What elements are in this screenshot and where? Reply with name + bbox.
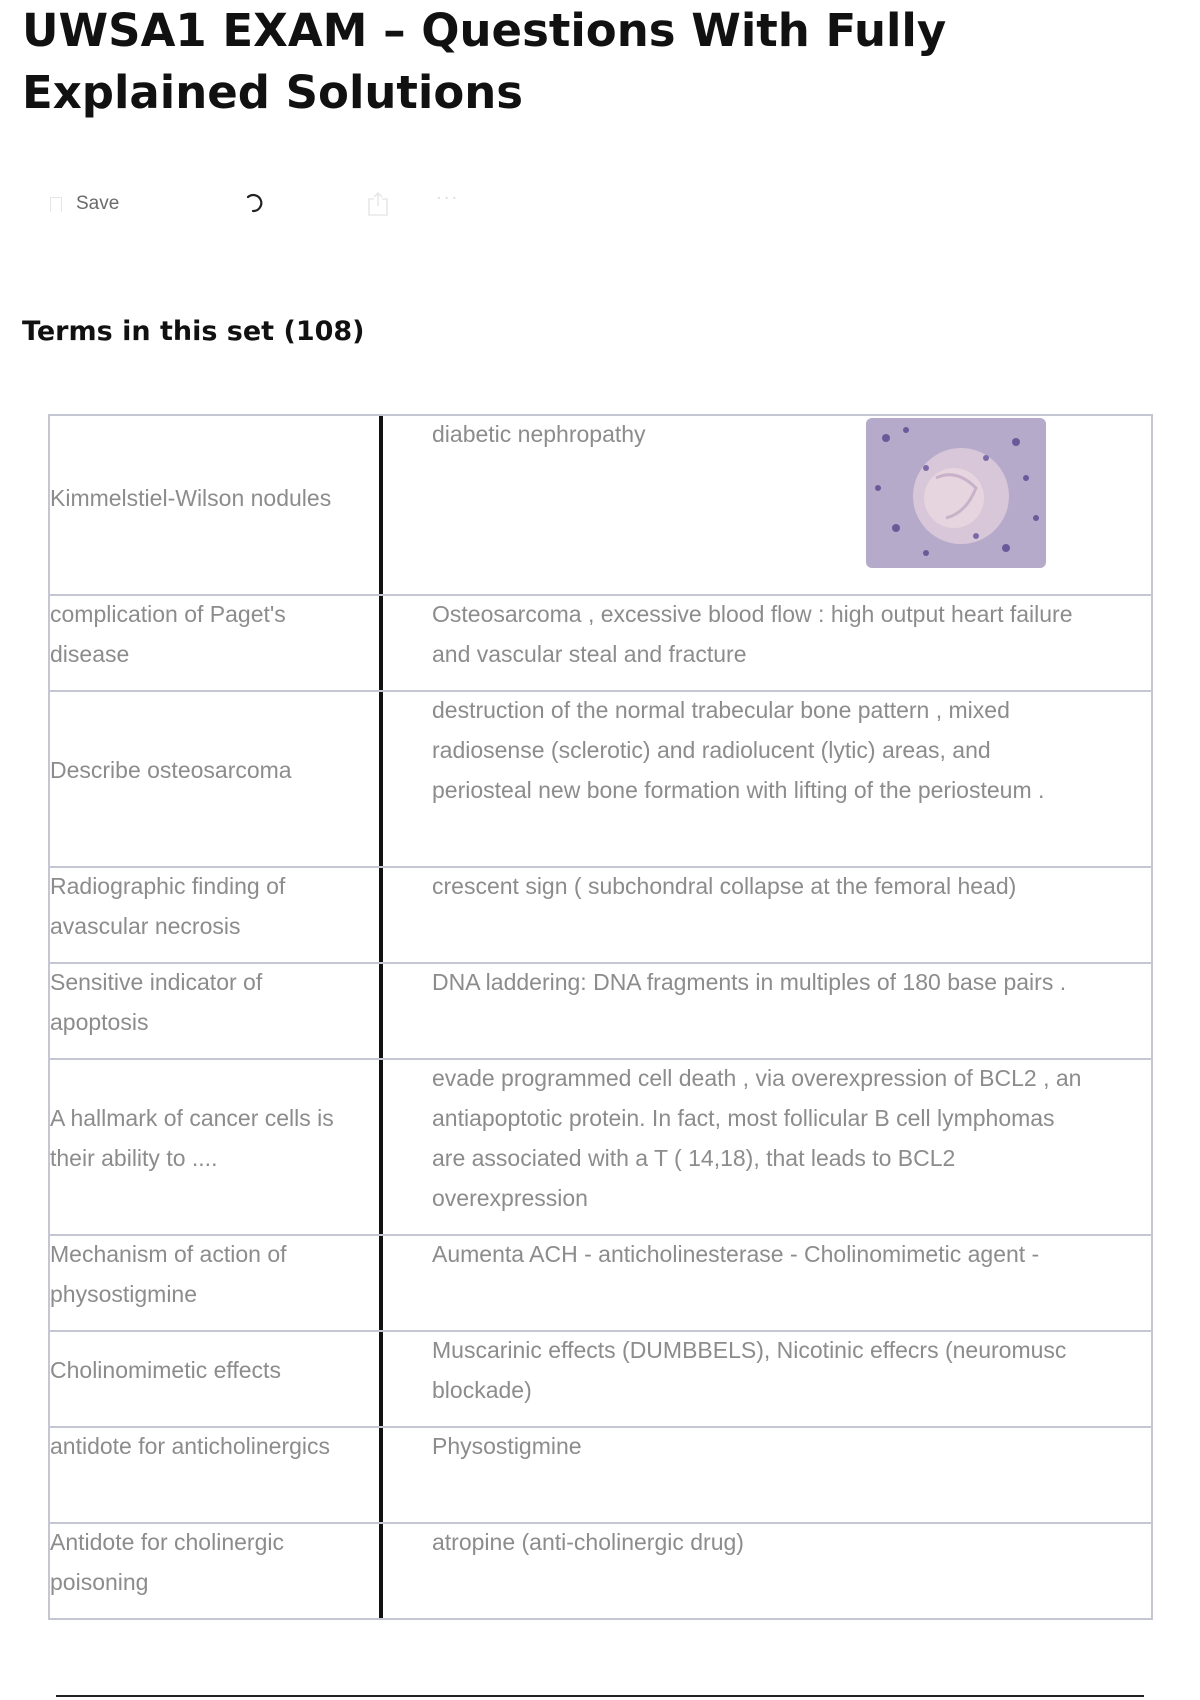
card-term: Radiographic finding of avascular necrosis <box>50 873 286 939</box>
page-title: UWSA1 EXAM – Questions With Fully Explained Solutions <box>22 4 947 119</box>
action-toolbar <box>50 188 500 228</box>
term-card[interactable] <box>48 1058 1153 1236</box>
card-term: Mechanism of action of physostigmine <box>50 1241 287 1307</box>
card-definition: Muscarinic effects (DUMBBELS), Nicotinic effecrs (neuromusc blockade) <box>432 1337 1067 1403</box>
bottom-divider <box>56 1695 1144 1697</box>
card-term: Kimmelstiel-Wilson nodules <box>50 485 332 511</box>
card-definition: evade programmed cell death , via overexpression of BCL2 , an antiapoptotic protein. In fact, most follicular B cell lymphomas are associated with a T ( 14,18), that leads to BCL2 overexpression <box>432 1065 1082 1211</box>
card-definition: Aumenta ACH - anticholinesterase - Cholinomimetic agent - <box>432 1241 1040 1267</box>
card-divider <box>379 1236 383 1330</box>
card-definition: Osteosarcoma , excessive blood flow : high output heart failure and vascular steal and fracture <box>432 601 1073 667</box>
card-definition: crescent sign ( subchondral collapse at the femoral head) <box>432 873 1017 899</box>
card-term: Sensitive indicator of apoptosis <box>50 969 263 1035</box>
card-divider <box>379 964 383 1058</box>
definition-image <box>866 418 1046 568</box>
card-term: Describe osteosarcoma <box>50 757 292 783</box>
share-icon[interactable] <box>366 191 390 217</box>
bookmark-icon <box>50 197 62 212</box>
term-card[interactable] <box>48 414 1153 596</box>
card-divider <box>379 596 383 690</box>
term-card[interactable] <box>48 1330 1153 1428</box>
card-term: Cholinomimetic effects <box>50 1357 281 1383</box>
card-term: Antidote for cholinergic poisoning <box>50 1529 284 1595</box>
card-term: antidote for anticholinergics <box>50 1433 330 1459</box>
card-definition: destruction of the normal trabecular bone pattern , mixed radiosense (sclerotic) and radiolucent (lytic) areas, and periosteal new bone formation with lifting of the periosteum . <box>432 697 1045 803</box>
card-definition: diabetic nephropathy <box>432 421 646 447</box>
card-divider <box>379 416 383 594</box>
term-card[interactable] <box>48 1234 1153 1332</box>
term-card[interactable] <box>48 962 1153 1060</box>
term-card[interactable] <box>48 690 1153 868</box>
card-definition: atropine (anti-cholinergic drug) <box>432 1529 744 1555</box>
term-card[interactable] <box>48 594 1153 692</box>
card-definition: DNA laddering: DNA fragments in multiples of 180 base pairs . <box>432 969 1067 995</box>
card-divider <box>379 1428 383 1522</box>
save-button-label: Save <box>76 193 120 214</box>
term-card[interactable] <box>48 1522 1153 1620</box>
card-term: A hallmark of cancer cells is their ability to .... <box>50 1105 334 1171</box>
card-term: complication of Paget's disease <box>50 601 286 667</box>
term-card[interactable] <box>48 866 1153 964</box>
card-divider <box>379 868 383 962</box>
terms-count-heading: Terms in this set (108) <box>22 316 365 347</box>
card-definition: Physostigmine <box>432 1433 582 1459</box>
card-divider <box>379 692 383 866</box>
card-divider <box>379 1060 383 1234</box>
more-options-icon[interactable]: ··· <box>436 188 460 209</box>
term-card[interactable] <box>48 1426 1153 1524</box>
loading-spinner-icon <box>244 192 266 214</box>
save-button[interactable] <box>50 193 119 215</box>
card-divider <box>379 1524 383 1618</box>
card-divider <box>379 1332 383 1426</box>
